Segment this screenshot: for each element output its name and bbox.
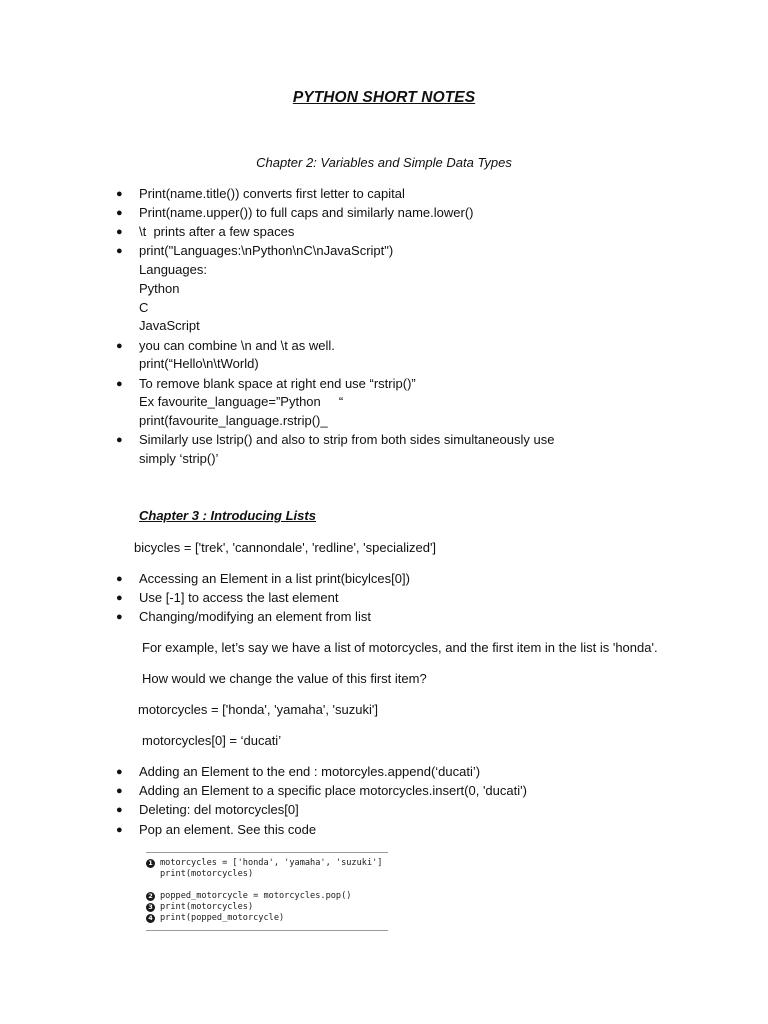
example-paragraph: For example, let’s say we have a list of motorcycles, and the first item in the list is 'honda'. [142,640,658,655]
example-question: How would we change the value of this first item? [142,671,427,686]
code-marker: 3 [146,903,155,912]
bullet-dot: ● [116,804,123,816]
list-item: \t prints after a few spaces [139,224,295,239]
motorcycles-code-line: motorcycles = ['honda', 'yamaha', 'suzuki'] [138,702,378,717]
code-marker: 2 [146,892,155,901]
chapter3-heading: Chapter 3 : Introducing Lists [139,508,316,523]
list-item-continuation: print(“Hello\n\tWorld) [139,356,259,371]
bullet-dot: ● [116,785,123,797]
list-item: Adding an Element to a specific place motorcycles.insert(0, 'ducati') [139,783,527,798]
code-line: popped_motorcycle = motorcycles.pop() [160,891,352,901]
list-item: Use [-1] to access the last element [139,590,339,605]
bullet-dot: ● [116,188,123,200]
bullet-dot: ● [116,766,123,778]
bullet-dot: ● [116,611,123,623]
bullet-dot: ● [116,340,123,352]
list-item: print("Languages:\nPython\nC\nJavaScript") [139,243,394,258]
list-item: Accessing an Element in a list print(bicylces[0]) [139,571,410,586]
code-marker: 1 [146,859,155,868]
bullet-dot: ● [116,434,123,446]
bullet-dot: ● [116,592,123,604]
bullet-dot: ● [116,245,123,257]
list-item: Deleting: del motorcycles[0] [139,802,299,817]
list-item: To remove blank space at right end use “rstrip()” [139,376,416,391]
code-line: print(popped_motorcycle) [160,913,285,923]
list-item: Adding an Element to the end : motorcyles.append(‘ducati’) [139,764,481,779]
list-item-continuation: C [139,300,149,315]
divider [146,852,388,853]
list-item: Changing/modifying an element from list [139,609,371,624]
list-item: Print(name.upper()) to full caps and similarly name.lower() [139,205,474,220]
bullet-dot: ● [116,378,123,390]
code-line: motorcycles = ['honda', 'yamaha', 'suzuki'] [160,858,383,868]
code-line: print(motorcycles) [160,869,254,879]
list-item: Similarly use lstrip() and also to strip from both sides simultaneously use [139,432,555,447]
divider [146,930,388,931]
list-item-continuation: print(favourite_language.rstrip()_ [139,413,328,428]
bullet-dot: ● [116,824,123,836]
bullet-dot: ● [116,573,123,585]
list-item: Print(name.title()) converts first letter to capital [139,186,405,201]
bullet-dot: ● [116,207,123,219]
code-marker: 4 [146,914,155,923]
list-item: you can combine \n and \t as well. [139,338,335,353]
list-item: Pop an element. See this code [139,822,317,837]
document-title: PYTHON SHORT NOTES [292,89,476,106]
list-item-continuation: Languages: [139,262,207,277]
chapter2-heading: Chapter 2: Variables and Simple Data Types [256,155,512,170]
code-line: print(motorcycles) [160,902,254,912]
list-item-continuation: Ex favourite_language=”Python “ [139,394,344,409]
assign-code-line: motorcycles[0] = ‘ducati’ [142,733,282,748]
bullet-dot: ● [116,226,123,238]
list-item-continuation: simply ‘strip()’ [139,451,219,466]
list-item-continuation: JavaScript [139,318,200,333]
code-snippet-image [146,852,388,932]
list-item-continuation: Python [139,281,180,296]
bicycles-code-line: bicycles = ['trek', 'cannondale', 'redline', 'specialized'] [134,540,437,555]
